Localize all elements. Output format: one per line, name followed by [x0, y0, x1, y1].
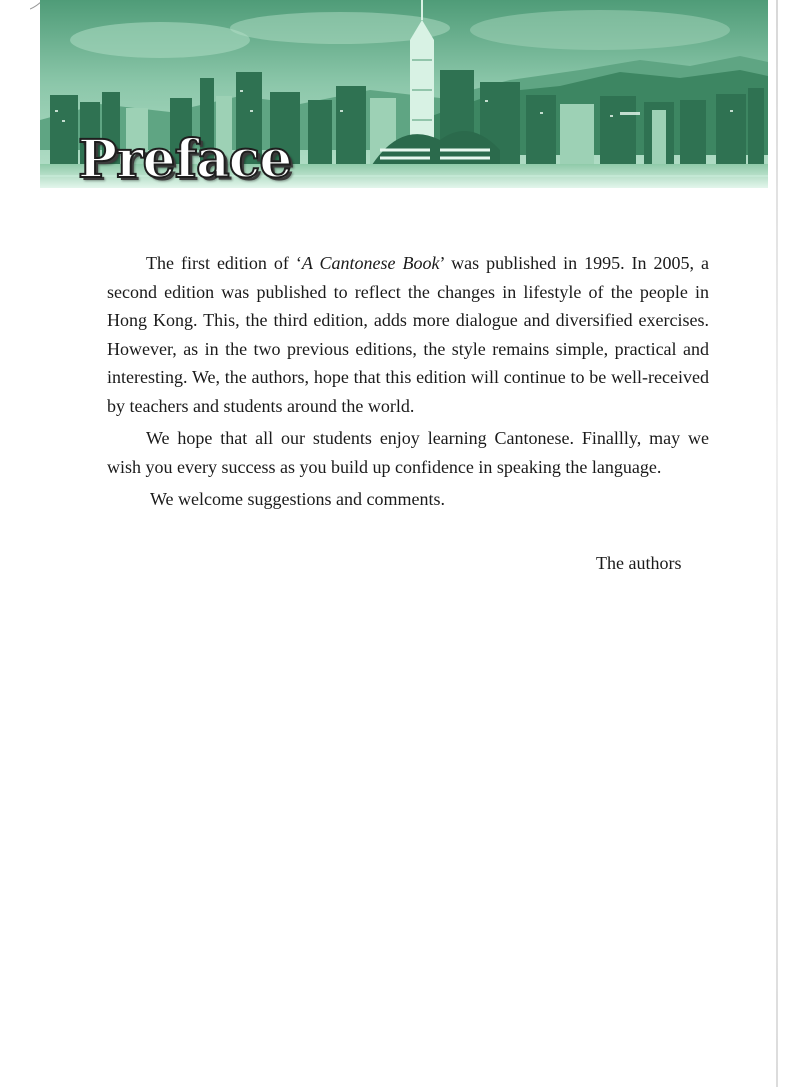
preface-body	[107, 249, 709, 518]
paragraph-editions-lead: The first edition of ‘	[146, 253, 302, 273]
paragraph-welcome: We welcome suggestions and comments.	[150, 489, 445, 509]
paragraph-editions	[107, 249, 709, 420]
book-title: A Cantonese Book	[301, 253, 440, 273]
paragraph-wishes: We hope that all our students enjoy learning Cantonese. Finallly, may we wish you every success as you build up confidence in speaking the language.	[107, 428, 709, 477]
paragraph-editions-rest: ’ was published in 1995. In 2005, a second edition was published to reflect the changes in lifestyle of the people in Hong Kong. This, the third edition, adds more dialogue and diversified exercises. However, as in the two previous editions, the style remains simple, practical and interesting. We, the authors, hope that this edition will continue to be well-received by teachers and students around the world.	[107, 253, 709, 416]
scan-page-edge	[776, 0, 778, 1087]
signoff-authors: The authors	[596, 553, 682, 573]
page-title: Preface	[78, 129, 292, 190]
